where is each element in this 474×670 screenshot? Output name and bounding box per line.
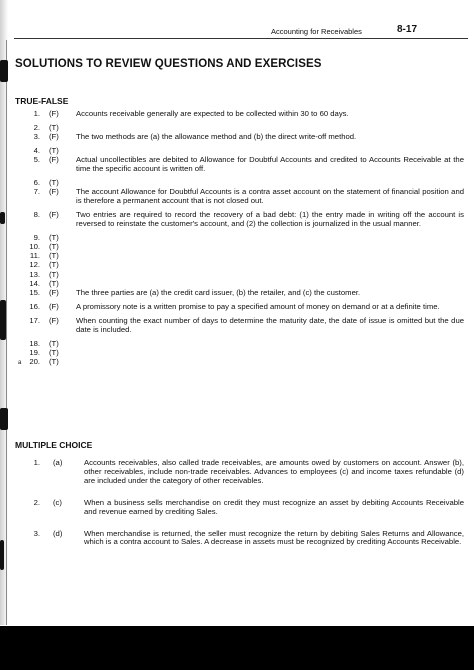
- page-number: 8-17: [397, 24, 418, 35]
- scan-bottom-band: [0, 626, 474, 670]
- item-answer: (F): [49, 187, 59, 197]
- item-answer: (T): [49, 122, 59, 132]
- item-number: 6.: [33, 178, 40, 188]
- item-number: 15.: [29, 288, 40, 298]
- list-item: [14, 499, 464, 517]
- item-answer: (T): [49, 347, 59, 357]
- list-item: [14, 349, 464, 358]
- item-number: 2.: [33, 497, 40, 507]
- item-text: A promissory note is a written promise to pay a specified amount of money on demand or at a definite time.: [76, 301, 440, 311]
- item-number: 7.: [33, 187, 40, 197]
- item-text: When a business sells merchandise on credit they must recognize an asset by debiting Accounts Receivable and revenue earned by crediting Sales.: [84, 497, 464, 516]
- binding-mark: [0, 60, 8, 82]
- item-answer: (T): [49, 269, 59, 279]
- item-number: 9.: [33, 232, 40, 242]
- item-number: 1.: [33, 109, 40, 118]
- item-answer: (T): [49, 178, 59, 188]
- item-number: 1.: [33, 458, 40, 467]
- item-text: The two methods are (a) the allowance method and (b) the direct write-off method.: [76, 132, 357, 142]
- item-answer: (F): [49, 132, 59, 142]
- item-number: 14.: [29, 278, 40, 288]
- item-answer: (T): [49, 242, 59, 252]
- item-number: 4.: [33, 146, 40, 156]
- item-number: 16.: [29, 301, 40, 311]
- item-answer: (d): [53, 528, 63, 538]
- binding-mark: [0, 212, 5, 224]
- list-item: [14, 252, 464, 261]
- page-heading: SOLUTIONS TO REVIEW QUESTIONS AND EXERCISES: [15, 58, 322, 70]
- multiple-choice-list: [14, 459, 464, 560]
- item-answer: (T): [49, 338, 59, 348]
- item-number: 3.: [33, 528, 40, 538]
- item-number: 12.: [29, 260, 40, 270]
- true-false-list: [14, 110, 464, 367]
- list-item: [14, 156, 464, 174]
- item-answer: (c): [53, 497, 62, 507]
- list-item: [14, 188, 464, 206]
- item-number: 3.: [33, 132, 40, 142]
- item-text: Two entries are required to record the recovery of a bad debt: (1) the entry made in writing off the account is reversed to reinstate the customer's account, and (2) the collection is journalized in the usual manner.: [76, 210, 464, 228]
- item-answer: (T): [49, 232, 59, 242]
- list-item: [14, 358, 464, 367]
- item-text: Actual uncollectibles are debited to Allowance for Doubtful Accounts and credited to Accounts Receivable at the time the specific account is written off.: [76, 155, 464, 174]
- list-item: [14, 317, 464, 335]
- item-number: 2.: [33, 122, 40, 132]
- list-item: [14, 530, 464, 548]
- item-answer: (F): [49, 301, 59, 311]
- item-answer: (F): [49, 155, 59, 165]
- list-item: [14, 289, 464, 298]
- list-item: [14, 234, 464, 243]
- item-answer: (T): [49, 251, 59, 261]
- multiple-choice-heading: MULTIPLE CHOICE: [15, 440, 93, 450]
- list-item: [14, 110, 464, 119]
- item-answer: (F): [49, 210, 59, 220]
- margin-mark: a: [18, 360, 22, 366]
- binding-mark: [0, 408, 8, 430]
- item-number: 17.: [29, 315, 40, 325]
- item-number: 10.: [29, 242, 40, 252]
- item-number: 18.: [29, 338, 40, 348]
- item-text: The three parties are (a) the credit card issuer, (b) the retailer, and (c) the customer.: [76, 288, 361, 298]
- header-rule: [14, 38, 468, 39]
- item-number: 5.: [33, 155, 40, 165]
- list-item: [14, 340, 464, 349]
- binding-mark: [0, 540, 4, 570]
- item-text: Accounts receivable generally are expected to be collected within 30 to 60 days.: [76, 109, 349, 118]
- item-answer: (F): [49, 109, 59, 118]
- item-answer: (T): [49, 278, 59, 288]
- item-text: When counting the exact number of days to determine the maturity date, the date of issue is omitted but the due date is included.: [76, 315, 464, 334]
- true-false-heading: TRUE-FALSE: [15, 96, 69, 106]
- item-answer: (F): [49, 288, 59, 298]
- binding-mark: [0, 300, 6, 340]
- item-number: 19.: [29, 347, 40, 357]
- list-item: [14, 271, 464, 280]
- item-answer: (T): [49, 146, 59, 156]
- running-header: [0, 24, 474, 38]
- item-number: 13.: [29, 269, 40, 279]
- item-number: 11.: [29, 251, 40, 261]
- list-item: [14, 261, 464, 270]
- list-item: [14, 459, 464, 486]
- list-item: [14, 243, 464, 252]
- item-number: 8.: [33, 210, 40, 220]
- item-text: Accounts receivables, also called trade receivables, are amounts owed by customers on account. Answer (b), other receivables, include non-trade receivables. Advances to employees (c) and income taxes refundable (d) are included under the category of other receivables.: [84, 458, 464, 485]
- item-text: The account Allowance for Doubtful Accounts is a contra asset account on the statement of financial position and is therefore a permanent account that is not closed out.: [76, 187, 464, 206]
- header-title: Accounting for Receivables: [271, 27, 362, 36]
- list-item: [14, 133, 464, 142]
- item-answer: (F): [49, 315, 59, 325]
- list-item: [14, 211, 464, 229]
- item-text: When merchandise is returned, the seller must recognize the return by debiting Sales Returns and Allowance, which is a contra account to Sales. A decrease in assets must be recognized by crediting Accounts Receivable.: [84, 528, 464, 547]
- item-answer: (a): [53, 458, 63, 467]
- item-number: 20.: [29, 357, 40, 367]
- item-answer: (T): [49, 357, 59, 367]
- page-edge-line: [6, 40, 7, 625]
- item-answer: (T): [49, 260, 59, 270]
- list-item: [14, 303, 464, 312]
